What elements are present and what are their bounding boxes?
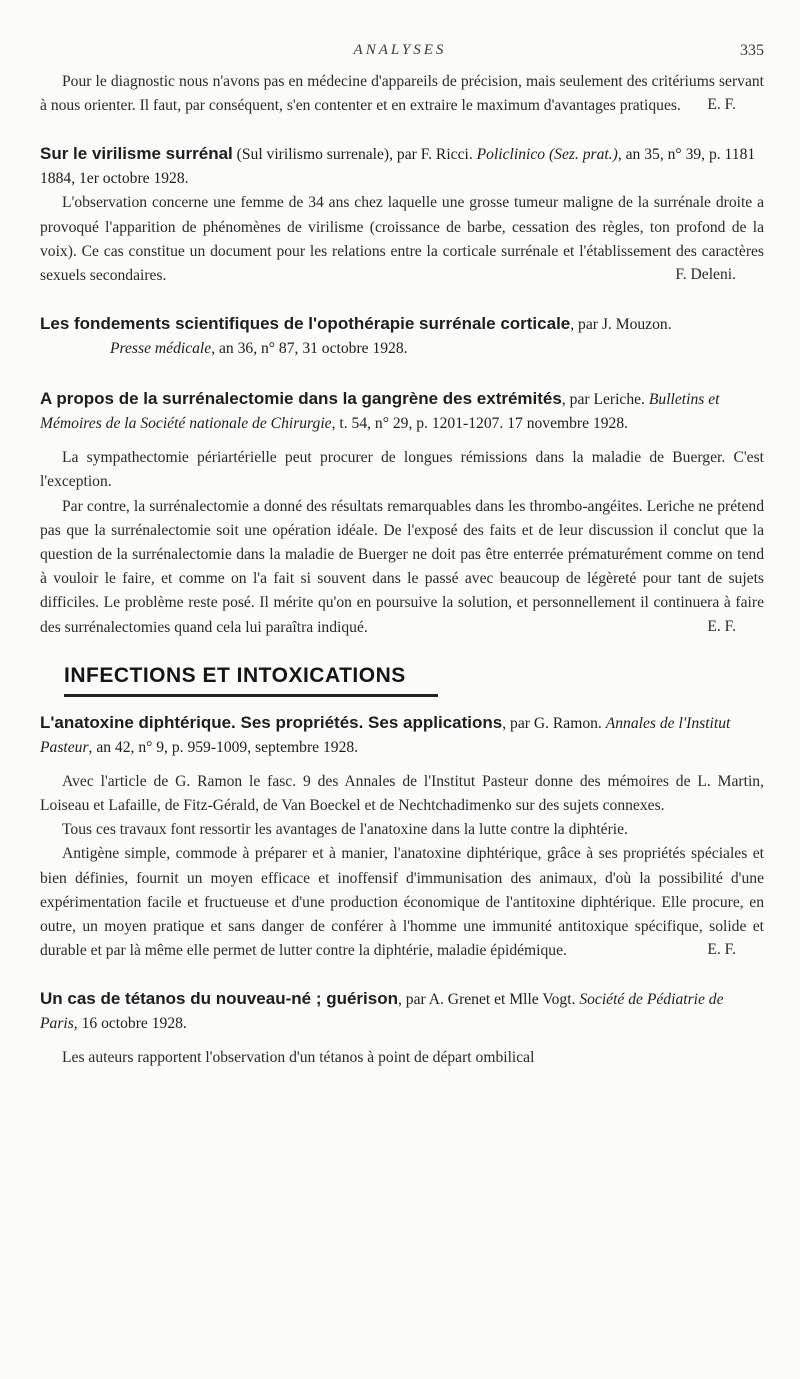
article-heading-tetanos [40, 987, 764, 1036]
article-reference: , par A. Grenet et Mlle Vogt. [398, 991, 580, 1009]
article-reference: (Sul virilismo surrenale), par F. Ricci. [232, 146, 477, 164]
article-heading-virilisme [40, 142, 764, 191]
intro-signature: E. F. [707, 96, 736, 114]
article-signature: E. F. [707, 617, 736, 635]
article-reference-details: , an 36, n° 87, 31 octobre 1928. [211, 340, 408, 358]
article-signature: F. Deleni. [675, 266, 736, 284]
article-title: Sur le virilisme surrénal [40, 144, 233, 164]
article-title: Les fondements scientifiques de l'opothérapie surrénale corticale [40, 314, 571, 334]
article-reference-details: , an 35, n° 39, p. 1181 1884, 1er octobre 1928. [40, 146, 756, 188]
article-heading-anatoxine [40, 711, 764, 760]
article-title: A propos de la surrénalectomie dans la gangrène des extrémités [40, 389, 562, 409]
article-signature: E. F. [707, 941, 736, 959]
article-reference-line [40, 337, 764, 361]
intro-paragraph: Pour le diagnostic nous n'avons pas en médecine d'appareils de précision, mais seulement des critériums servant à nous orienter. Il faut, par conséquent, s'en contenter et en extraire le maximum d'avantages pratiques. [40, 73, 764, 115]
article-reference-details: , 16 octobre 1928. [73, 1015, 187, 1033]
text-column [40, 70, 764, 1071]
article-paragraph: Les auteurs rapportent l'observation d'un tétanos à point de départ ombilical [62, 1049, 535, 1067]
article-paragraph: Tous ces travaux font ressortir les avantages de l'anatoxine dans la lutte contre la diphtérie. [62, 821, 628, 839]
article-paragraph: Par contre, la surrénalectomie a donné des résultats remarquables dans les thrombo-angéites. Leriche ne prétend pas que la surrénalectomie soit une opération idéale. De l'exposé des faits et de leur discussion il conclut que la question de la surrénalectomie dans la maladie de Buerger ne doit pas être enterrée prématurément comme on tend à vouloir le faire, et comme on l'a fait si souvent dans le passé avec beaucoup de légèreté pour tant de sujets difficiles. Le problème reste posé. Il mérite qu'on en poursuive la solution, et personnellement il continuera à faire des surrénalectomies quand cela lui paraîtra indiqué. [40, 497, 764, 636]
article-heading-surrenalectomie [40, 387, 764, 436]
journal-name: Société de Pédiatrie de Paris [40, 991, 724, 1033]
journal-name: Presse médicale [110, 340, 212, 358]
article-reference: , par G. Ramon. [502, 714, 606, 732]
journal-name: Annales de l'Institut Pasteur [40, 714, 731, 756]
page-header [0, 42, 800, 70]
article-reference-details: , t. 54, n° 29, p. 1201-1207. 17 novembre 1928. [331, 415, 629, 433]
article-body: L'observation concerne une femme de 34 ans chez laquelle une grosse tumeur maligne de la surrénale droite a provoqué l'apparition de phénomènes de virilisme (croissance de barbe, cessation des règles, ton profond de la voix). Ce cas constitue un document pour les relations entre la corticale surrénale et l'établissement des caractères sexuels secondaires. [40, 194, 764, 285]
journal-name: Policlinico (Sez. prat.) [476, 146, 618, 164]
section-rule [64, 694, 438, 697]
article-title: Un cas de tétanos du nouveau-né ; guérison [40, 989, 398, 1009]
article-reference: , par J. Mouzon. [570, 316, 672, 334]
article-paragraph: La sympathectomie périartérielle peut procurer de longues rémissions dans la maladie de Buerger. C'est l'exception. [40, 449, 764, 491]
article-paragraph: Avec l'article de G. Ramon le fasc. 9 des Annales de l'Institut Pasteur donne des mémoires de L. Martin, Loiseau et Lafaille, de Fitz-Gérald, de Van Boeckel et de Nechtchadimenko sur des sujets connexes. [40, 772, 764, 815]
page-number: 335 [740, 42, 764, 59]
article-title: L'anatoxine diphtérique. Ses propriétés. Ses applications [40, 712, 503, 732]
running-title: ANALYSES [353, 42, 447, 58]
section-title: INFECTIONS ET INTOXICATIONS [64, 663, 406, 687]
article-heading-opotherapie [40, 312, 764, 361]
article-paragraph: Antigène simple, commode à préparer et à manier, l'anatoxine diphtérique, grâce à ses propriétés spéciales et bien définies, fournit un moyen efficace et inoffensif d'immunisation des animaux, d'où la possibilité d'une expérimentation facile et fructueuse et d'une production économique de l'antitoxine diphtérique. Elle procure, en outre, un moyen pratique et sans danger de conférer à l'homme une immunité antitoxique spécifique, solide et durable et par là même elle permet de lutter contre la diphtérie, maladie épidémique. [40, 845, 764, 960]
journal-name: Bulletins et Mémoires de la Société nationale de Chirurgie [40, 391, 720, 433]
article-reference-details: , an 42, n° 9, p. 959-1009, septembre 1928. [88, 738, 359, 756]
article-reference: , par Leriche. [561, 391, 645, 409]
